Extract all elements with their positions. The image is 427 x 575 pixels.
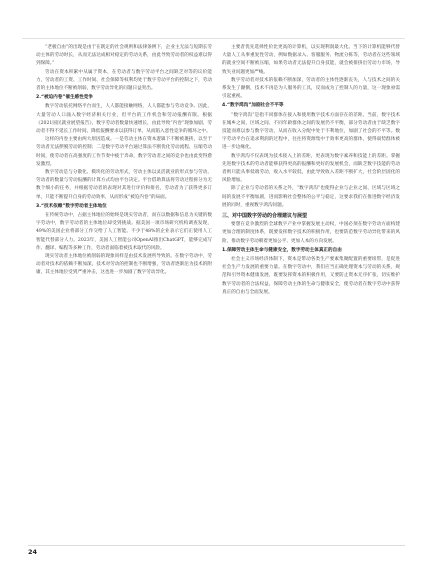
section-heading: 1.保障劳动主体生命与健康安全，数字劳动主体真正的自由 bbox=[222, 247, 342, 253]
paragraph: 主要者优先选择性价比更高的计算机，以实现利润最大化。当下的计算机能够代替大量人工从事重复性劳动，例如数据录入、客服服务、物流分拣等，劳动者在这些领域的就业空间不断被压缩，如果劳动者无法提升自身技能，就会被排挤出劳动力市场，导致失业问题更加严峻。 bbox=[222, 45, 400, 75]
paragraph: “老板自由”的出现是由于在既定的社会规则和法律条例下，企业主无法与短期长劳动主体的劳动时长，从而无法达成相对稳定的劳动关系，由此导致劳动者的权益难以得到保障。” bbox=[36, 45, 212, 67]
paragraph: 在传统劳动中，占据主体地位的始终是现实劳动者，而在以数据和信息为关键的数字劳动中，数字劳动者的主体地位却受到挑战。据美国一项市场研究机构调查发现，49%的美国企业将部分工作交给了人工智能。不少于48%的企业表示它们正使用人工智能代替部分人力。2023年，美国人工智能公司OpenAI推出ChatGPT，能够完成写作、翻译、编程等多种工作，劳动者面临着被技术取代的风险。 bbox=[36, 213, 212, 251]
paragraph: 这样的内卷主要由两大原因造成。一是劳动主体在资本逻辑下不断被裹挟，以至于劳动者无法摆脱劳动的控制；二是数字劳动平台通过算法不断优化劳动流程、压缩劳动时间，使劳动者在高强度的工作节奏中疲于奔命，数字劳动者之间的竞争也由此变得愈发激烈。 bbox=[36, 137, 212, 167]
right-column bbox=[222, 44, 400, 539]
paragraph: “数字鸿沟”是指不同群体在接入和使用数字技术方面存在的差距。当前，数字技术在城乡之间、区域之间、不同年龄群体之间的发展仍不平衡，部分劳动者由于缺乏数字技能而难以参与数字劳动，从而在收入分配中处于不利地位，加剧了社会的不平等。数字劳动平台在追求利润的过程中，往往将资源集中于效率更高的群体，使得弱势群体被进一步边缘化。 bbox=[222, 112, 400, 151]
section-heading: 3.“技术依赖”数字劳动者主体地位 bbox=[36, 203, 107, 209]
paragraph: 要想在竞争激烈的全球数字产业中掌握发展主动权，中国必须在数字劳动方面构建更加合理的制度体系，既要发挥数字技术的积极作用，也要防范数字劳动异化带来的风险，推动数字劳动朝着更加公平、更加人本的方向发展。 bbox=[222, 222, 400, 244]
paragraph: 数字劳动依托网络平台而生，人人都能接触网络，人人都能参与劳动竞争。因此，大量劳动人口涌入数字经济相关行业，但平台的工作机会和劳动报酬有限。根据《2021国民就业展望报告》，数字劳动者数量快速增长，由此导致“内卷”现象加剧，劳动者不得不延长工作时间、降低报酬要求以获得订单，从而陷入恶性竞争的循环之中。 bbox=[36, 104, 212, 135]
page-number: 24 bbox=[28, 548, 38, 556]
footer-rule bbox=[28, 545, 405, 546]
section-heading: 2.“被迫内卷”催生感性竞争 bbox=[36, 95, 93, 101]
paragraph: 社会主义市场经济体制下，资本是带动各类生产要素集聚配置的重要纽带，是促进社会生产力发展的重要力量。在数字劳动中，我们应当正确处理资本与劳动的关系，规范和引导资本健康发展，既要发挥资本的积极作用，又要防止资本无序扩张，切实维护数字劳动者的合法权益，保障劳动主体的生命与健康安全，使劳动者在数字劳动中获得真正的自由与全面发展。 bbox=[222, 257, 400, 295]
paragraph: 除了企业与劳动者的关系之外，“数字鸿沟”也使得企业与企业之间、区域与区域之间的发展不平衡加剧，进而影响社会整体的公平与稳定，这要求我们在推进数字经济发展的同时，重视数字鸿沟问题。 bbox=[222, 186, 400, 208]
paragraph: 劳动在资本积累中从属于资本，在劳动者与数字劳动平台之间缺乏对等的议价能力，劳动者的工资、工作时间、社会保障等权利均处于数字劳动平台的控制之下，劳动者的主体地位不断被削弱，数字劳动异化的问题日益突出。 bbox=[36, 69, 212, 92]
section-heading: 三、对中国数字劳动的合理建议与展望 bbox=[222, 213, 308, 220]
paragraph: 现实劳动者主体地位被削弱的现象同样是由技术发展所导致的。在数字劳动中，劳动者对技术的依赖不断加深，技术对劳动的控制也不断增强，劳动者逐渐沦为技术的附庸，其主体地位受到严重冲击，这也进一步加剧了数字劳动异化。 bbox=[36, 254, 212, 276]
paragraph: 数字鸿沟不仅表现为技术接入上的差距，更表现为数字素养和技能上的差距。掌握先进数字技术的劳动者能够获得更高的报酬和更好的发展机会，而缺乏数字技能的劳动者则只能从事低端劳动，收入水平较低，由此导致收入差距不断扩大，社会阶层固化的风险增加。 bbox=[222, 153, 400, 184]
paragraph: 数字劳动者对技术的依赖不断加深，劳动者的主体性逐渐丧失，人与技术之间的关系发生了颠倒，技术不再是为人服务的工具，反而成为了控制人的力量，这一现象亟需引起重视。 bbox=[222, 77, 400, 100]
paragraph: 数字劳动是与分散化、模块化的劳动形式，劳动主体以灵活就业的形式参与劳动，劳动者的数量与劳动报酬的计算方式均由平台决定。平台借助算法将劳动过程拆分为无数个细小的任务，并根据劳动者的表现对其进行评价和排名，劳动者为了获得更多订单，只能不断提升自身的劳动效率，从而形成“被迫内卷”的局面。 bbox=[36, 170, 212, 200]
left-column bbox=[36, 44, 212, 539]
section-heading: 4.“数字鸿沟”加剧社会不平等 bbox=[222, 103, 284, 109]
header-rule bbox=[22, 22, 405, 39]
